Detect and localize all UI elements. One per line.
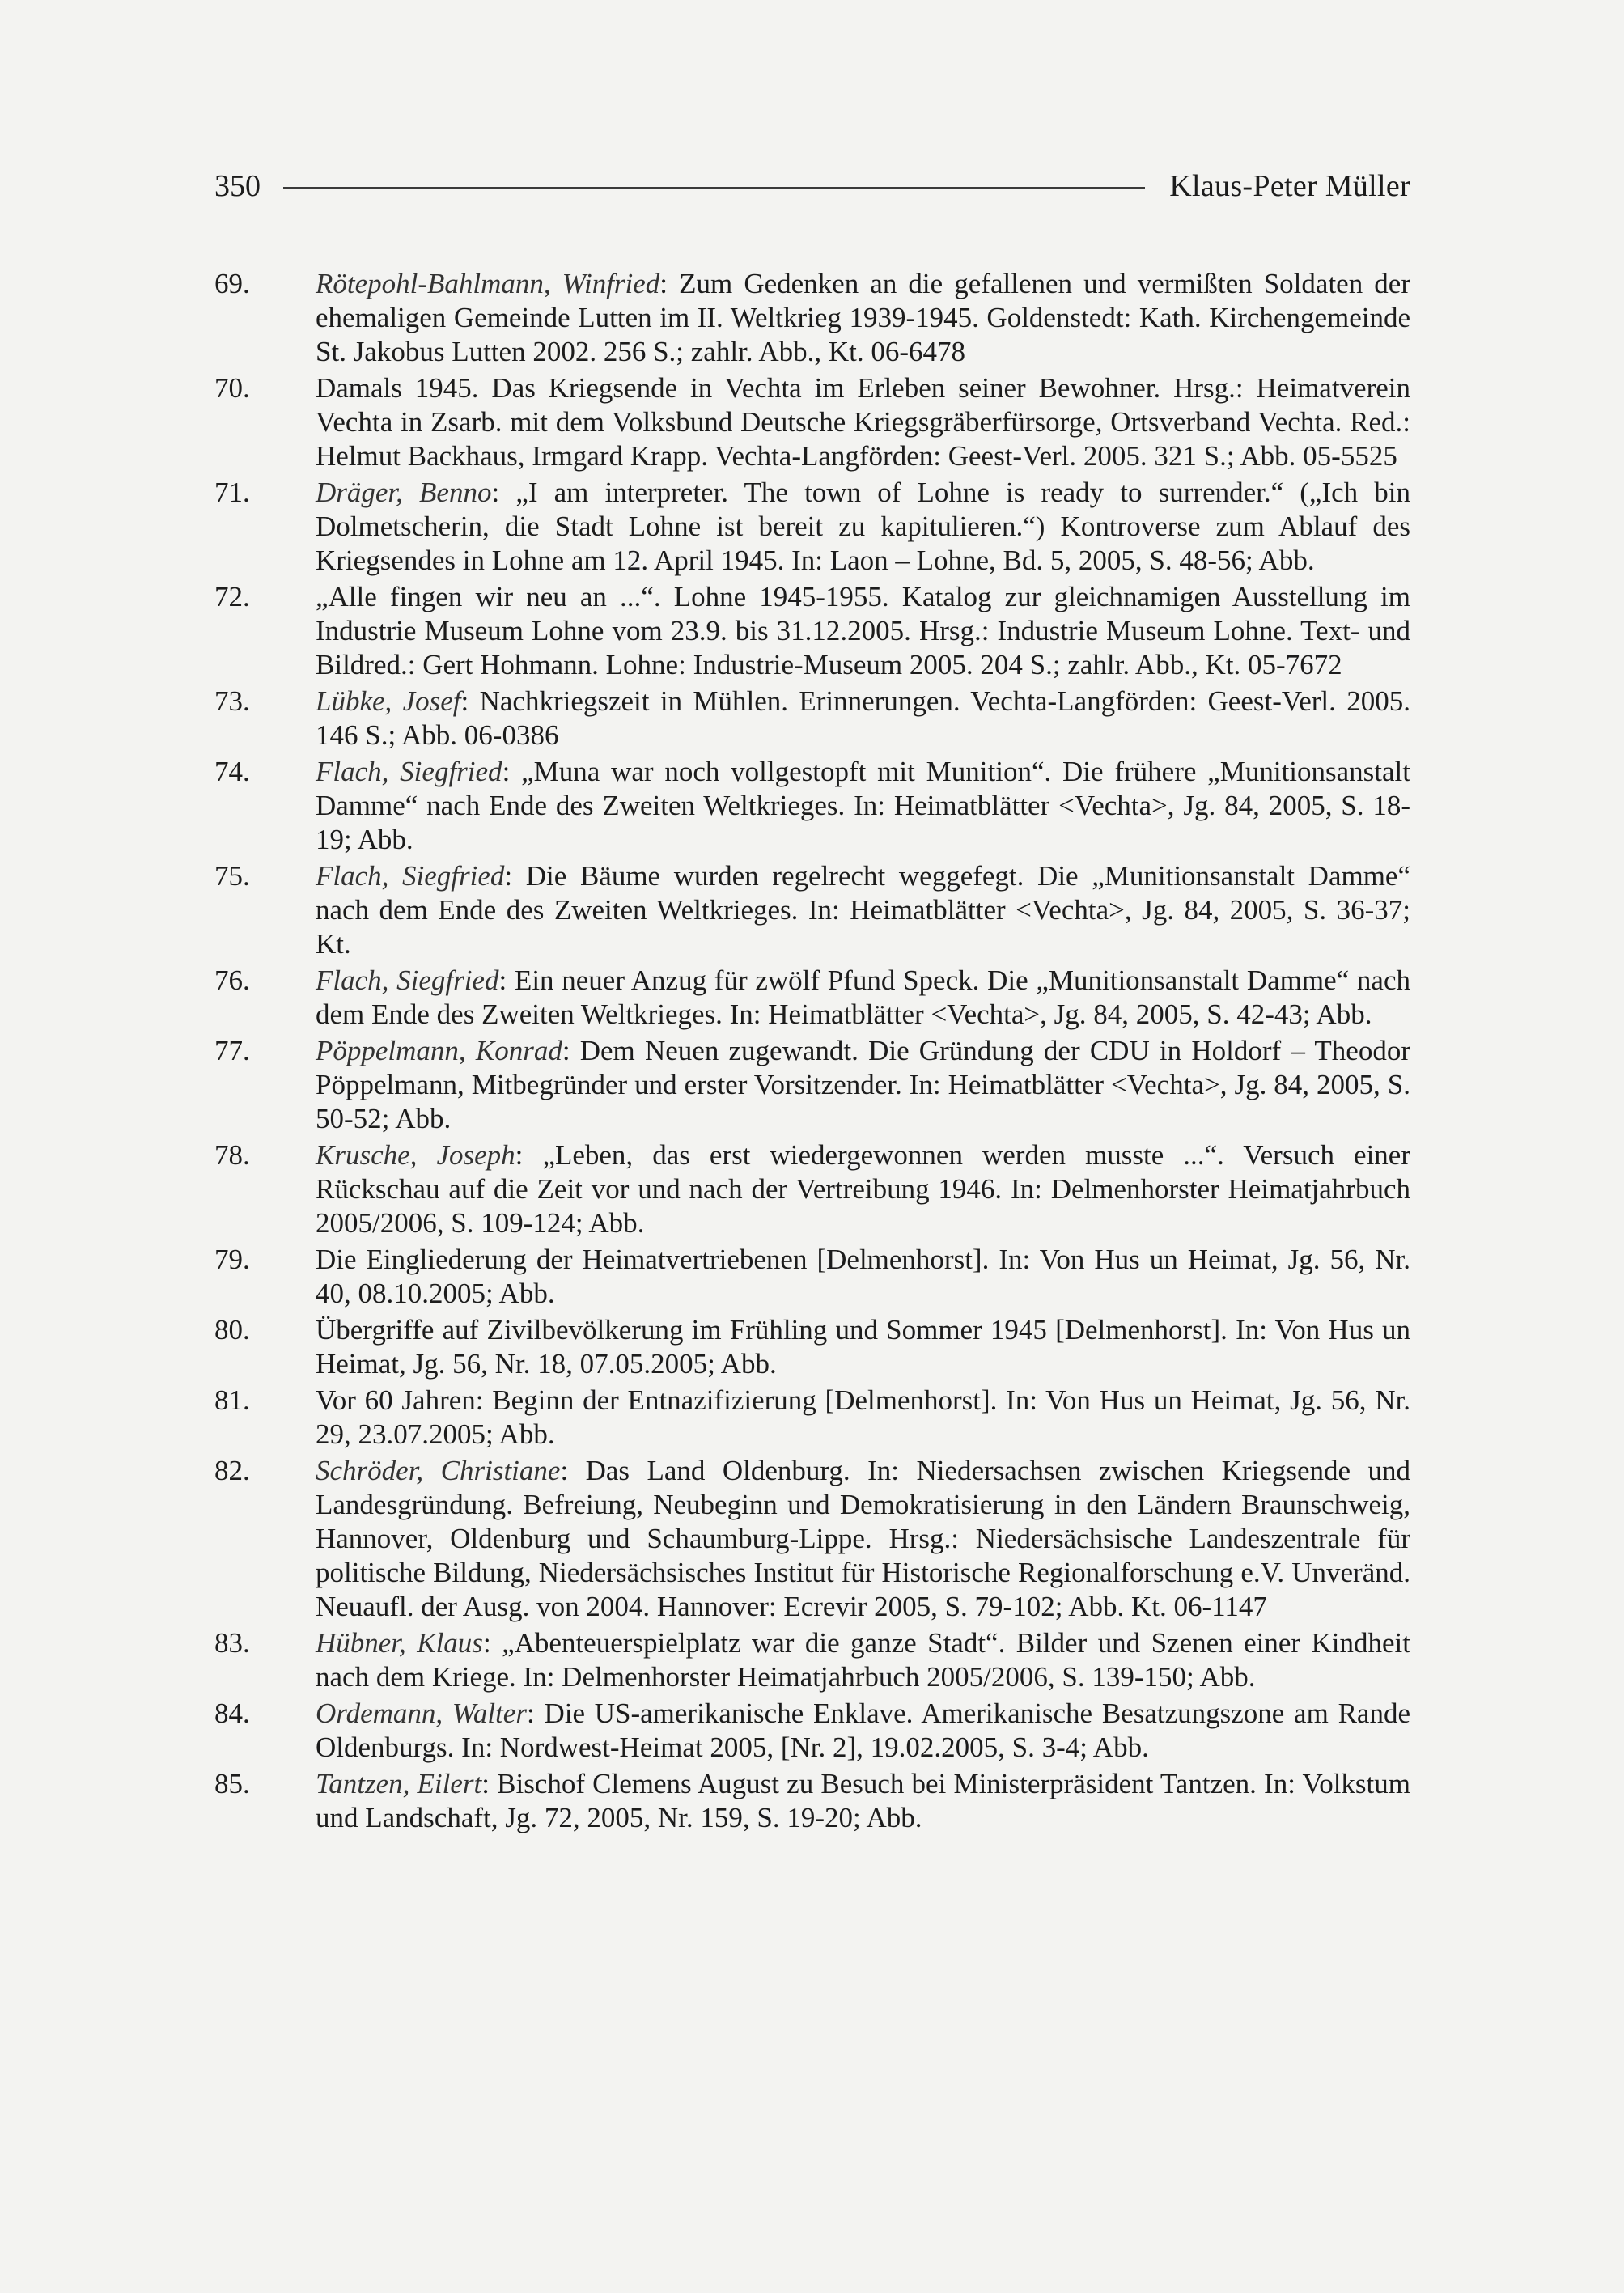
entry-text [316, 267, 1410, 369]
entry-number: 84. [214, 1697, 250, 1729]
entry-text [316, 1626, 1410, 1694]
entry-number: 81. [214, 1384, 250, 1416]
bibliography-entry [214, 1313, 1410, 1381]
entry-number: 70. [214, 372, 250, 404]
bibliography-entry [214, 859, 1410, 961]
entry-citation: Das Land Oldenburg. In: Niedersachsen zwischen Kriegsende und Landesgründung. Befreiung, Neubeginn und Demokratisierung in den Ländern Braunschweig, Hannover, Oldenburg und Schaumburg-Lippe. Hrsg.: Niedersächsische Landeszentrale für politische Bildung, Niedersächsisches Institut für Historische Regionalforschung e.V. Unveränd. Neuaufl. der Ausg. von 2004. Hannover: Ecrevir 2005, S. 79-102; Abb. Kt. 06-1147 [316, 1455, 1410, 1622]
entry-text [316, 476, 1410, 578]
entry-text [316, 755, 1410, 857]
entry-citation: „Alle fingen wir neu an ...“. Lohne 1945-1955. Katalog zur gleichnamigen Ausstellung im Industrie Museum Lohne vom 23.9. bis 31.12.2005. Hrsg.: Industrie Museum Lohne. Text- und Bildred.: Gert Hohmann. Lohne: Industrie-Museum 2005. 204 S.; zahlr. Abb., Kt. 05-7672 [316, 581, 1410, 680]
entry-citation: „Muna war noch vollgestopft mit Munition“. Die frühere „Munitionsanstalt Damme“ nach Ende des Zweiten Weltkrieges. In: Heimatblätter <Vechta>, Jg. 84, 2005, S. 18-19; Abb. [316, 756, 1410, 855]
entry-citation: Ein neuer Anzug für zwölf Pfund Speck. Die „Munitionsanstalt Damme“ nach dem Ende des Zweiten Weltkrieges. In: Heimatblätter <Vechta>, Jg. 84, 2005, S. 42-43; Abb. [316, 964, 1410, 1030]
entry-number: 80. [214, 1314, 250, 1346]
bibliography-entry [214, 476, 1410, 578]
entry-author: Flach, Siegfried [316, 860, 505, 892]
entry-text [316, 1454, 1410, 1624]
entry-citation: Die Eingliederung der Heimatvertriebenen [Delmenhorst]. In: Von Hus un Heimat, Jg. 56, Nr. 40, 08.10.2005; Abb. [316, 1244, 1410, 1309]
bibliography-entry [214, 1454, 1410, 1624]
running-head: Klaus-Peter Müller [1169, 169, 1410, 203]
entry-text [316, 1138, 1410, 1240]
entry-separator: : [515, 1139, 543, 1171]
entry-separator: : [491, 477, 516, 508]
entry-text [316, 964, 1410, 1032]
entry-text [316, 1767, 1410, 1835]
bibliography-entry [214, 1243, 1410, 1311]
bibliography-entry [214, 1034, 1410, 1136]
bibliography-entry [214, 580, 1410, 682]
entry-citation: Damals 1945. Das Kriegsende in Vechta im Erleben seiner Bewohner. Hrsg.: Heimatverein Vechta in Zsarb. mit dem Volksbund Deutsche Kriegsgräberfürsorge, Ortsverband Vechta. Red.: Helmut Backhaus, Irmgard Krapp. Vechta-Langförden: Geest-Verl. 2005. 321 S.; Abb. 05-5525 [316, 372, 1410, 472]
bibliography-entry [214, 1697, 1410, 1765]
entry-citation: „Abenteuerspielplatz war die ganze Stadt“. Bilder und Szenen einer Kindheit nach dem Kriege. In: Delmenhorster Heimatjahrbuch 2005/2006, S. 139-150; Abb. [316, 1627, 1410, 1693]
entry-number: 72. [214, 581, 250, 612]
entry-number: 75. [214, 860, 250, 892]
entry-citation: Dem Neuen zugewandt. Die Gründung der CDU in Holdorf – Theodor Pöppelmann, Mitbegründer und erster Vorsitzender. In: Heimatblätter <Vechta>, Jg. 84, 2005, S. 50-52; Abb. [316, 1035, 1410, 1134]
bibliography-entry [214, 755, 1410, 857]
page-header [214, 162, 1410, 210]
entry-citation: Übergriffe auf Zivilbevölkerung im Frühling und Sommer 1945 [Delmenhorst]. In: Von Hus un Heimat, Jg. 56, Nr. 18, 07.05.2005; Abb. [316, 1314, 1410, 1380]
entry-number: 73. [214, 685, 250, 717]
entry-author: Lübke, Josef [316, 685, 461, 717]
entry-separator: : [562, 1035, 580, 1066]
entry-citation: Vor 60 Jahren: Beginn der Entnazifizierung [Delmenhorst]. In: Von Hus un Heimat, Jg. 56, Nr. 29, 23.07.2005; Abb. [316, 1384, 1410, 1450]
entry-number: 82. [214, 1455, 250, 1486]
entry-text [316, 371, 1410, 473]
bibliography-entry [214, 1767, 1410, 1835]
entry-number: 79. [214, 1244, 250, 1275]
entry-author: Hübner, Klaus [316, 1627, 483, 1659]
entry-separator: : [526, 1697, 545, 1729]
entry-author: Dräger, Benno [316, 477, 492, 508]
entry-separator: : [560, 1455, 586, 1486]
entry-number: 83. [214, 1627, 250, 1659]
entry-citation: Die US-amerikanische Enklave. Amerikanische Besatzungszone am Rande Oldenburgs. In: Nordwest-Heimat 2005, [Nr. 2], 19.02.2005, S. 3-4; Abb. [316, 1697, 1410, 1763]
entry-separator: : [482, 1627, 502, 1659]
entry-separator: : [481, 1768, 498, 1799]
entry-text [316, 1697, 1410, 1765]
entry-separator: : [502, 756, 522, 787]
entry-citation: Bischof Clemens August zu Besuch bei Ministerpräsident Tantzen. In: Volkstum und Landschaft, Jg. 72, 2005, Nr. 159, S. 19-20; Abb. [316, 1768, 1410, 1833]
entry-separator: : [504, 860, 526, 892]
entry-separator: : [498, 964, 515, 996]
entry-citation: Nachkriegszeit in Mühlen. Erinnerungen. Vechta-Langförden: Geest-Verl. 2005. 146 S.; Abb. 06-0386 [316, 685, 1410, 751]
entry-text [316, 580, 1410, 682]
bibliography-entry [214, 964, 1410, 1032]
entry-citation: Die Bäume wurden regelrecht weggefegt. Die „Munitionsanstalt Damme“ nach dem Ende des Zweiten Weltkrieges. In: Heimatblätter <Vechta>, Jg. 84, 2005, S. 36-37; Kt. [316, 860, 1410, 960]
entry-author: Flach, Siegfried [316, 756, 502, 787]
entry-author: Flach, Siegfried [316, 964, 499, 996]
entry-number: 74. [214, 756, 250, 787]
bibliography-entry [214, 1138, 1410, 1240]
entry-text [316, 685, 1410, 752]
entry-citation: Zum Gedenken an die gefallenen und vermißten Soldaten der ehemaligen Gemeinde Lutten im II. Weltkrieg 1939-1945. Goldenstedt: Kath. Kirchengemeinde St. Jakobus Lutten 2002. 256 S.; zahlr. Abb., Kt. 06-6478 [316, 268, 1410, 367]
bibliography-entry [214, 1626, 1410, 1694]
entry-separator: : [460, 685, 480, 717]
entry-number: 76. [214, 964, 250, 996]
bibliography-entry [214, 371, 1410, 473]
entry-author: Pöppelmann, Konrad [316, 1035, 562, 1066]
entry-text [316, 859, 1410, 961]
entry-number: 77. [214, 1035, 250, 1066]
entry-number: 71. [214, 477, 250, 508]
bibliography-list [214, 267, 1410, 1837]
entry-author: Ordemann, Walter [316, 1697, 527, 1729]
entry-number: 69. [214, 268, 250, 299]
entry-citation: „I am interpreter. The town of Lohne is ready to surrender.“ („Ich bin Dolmetscherin, die Stadt Lohne ist bereit zu kapitulieren.“) Kontroverse zum Ablauf des Kriegsendes in Lohne am 12. April 1945. In: Laon – Lohne, Bd. 5, 2005, S. 48-56; Abb. [316, 477, 1410, 576]
page-number: 350 [214, 169, 261, 203]
bibliography-entry [214, 685, 1410, 752]
entry-text [316, 1384, 1410, 1452]
entry-text [316, 1243, 1410, 1311]
entry-number: 85. [214, 1768, 250, 1799]
entry-number: 78. [214, 1139, 250, 1171]
entry-author: Rötepohl-Bahlmann, Winfried [316, 268, 660, 299]
bibliography-entry [214, 1384, 1410, 1452]
entry-text [316, 1313, 1410, 1381]
entry-author: Tantzen, Eilert [316, 1768, 482, 1799]
entry-author: Krusche, Joseph [316, 1139, 515, 1171]
bibliography-entry [214, 267, 1410, 369]
entry-citation: „Leben, das erst wiedergewonnen werden musste ...“. Versuch einer Rückschau auf die Zeit vor und nach der Vertreibung 1946. In: Delmenhorster Heimatjahrbuch 2005/2006, S. 109-124; Abb. [316, 1139, 1410, 1239]
entry-author: Schröder, Christiane [316, 1455, 561, 1486]
entry-text [316, 1034, 1410, 1136]
entry-separator: : [659, 268, 680, 299]
header-rule [283, 187, 1145, 189]
